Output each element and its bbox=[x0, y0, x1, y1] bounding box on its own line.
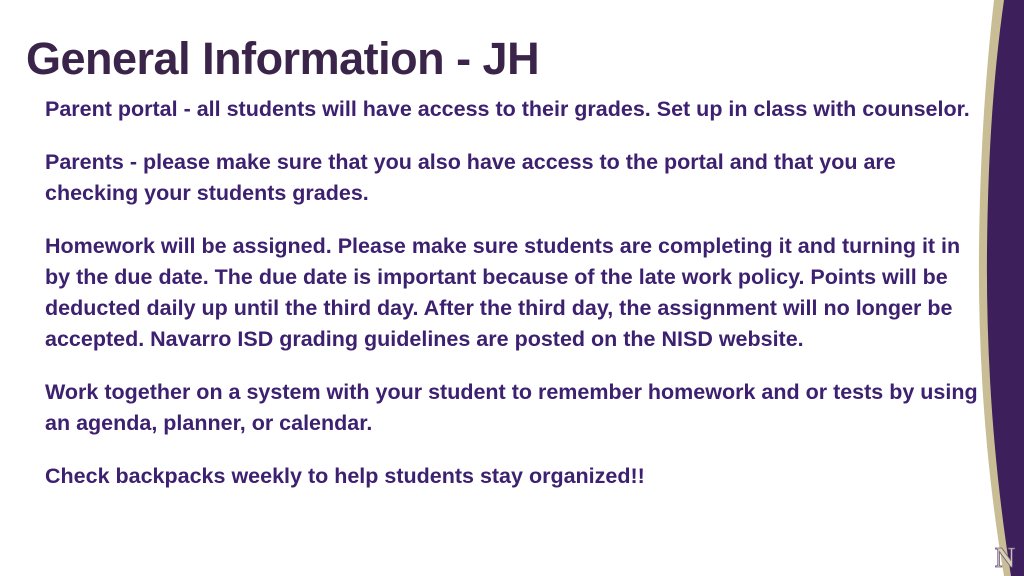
svg-text:N: N bbox=[994, 543, 1016, 572]
side-ribbon-decoration bbox=[964, 0, 1024, 576]
paragraph-homework: Homework will be assigned. Please make sure students are completing it and turning it in by the due date. The due date is important because of the late work policy. Points will be deducted daily up until the third day. After the third day, the assignment will no longer be accepted. Navarro ISD grading guidelines are posted on the NISD website. bbox=[45, 234, 961, 351]
slide-title: General Information - JH bbox=[26, 33, 540, 84]
navarro-n-logo-icon bbox=[990, 542, 1020, 572]
slide-body bbox=[45, 94, 980, 514]
paragraph-check-backpacks: Check backpacks weekly to help students stay organized!! bbox=[45, 464, 645, 488]
paragraph-parents-access: Parents - please make sure that you also have access to the portal and that you are checking your students grades. bbox=[45, 150, 896, 205]
paragraph-parent-portal: Parent portal - all students will have access to their grades. Set up in class with counselor. bbox=[45, 97, 970, 121]
paragraph-work-together: Work together on a system with your student to remember homework and or tests by using an agenda, planner, or calendar. bbox=[45, 380, 978, 435]
